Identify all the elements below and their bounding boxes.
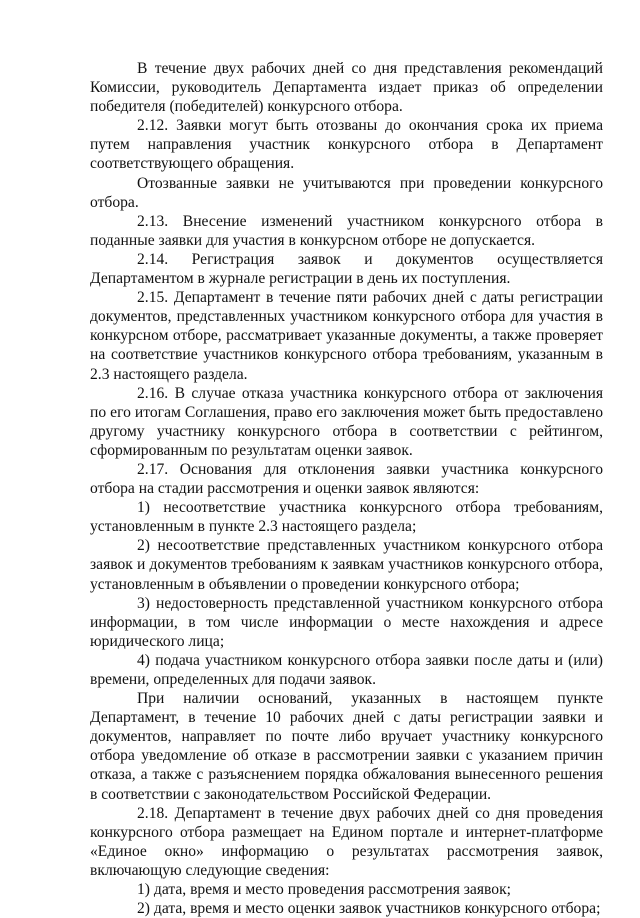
list-item-2-17-2: 2) несоответствие представленных участником конкурсного отбора заявок и документов требованиям к заявкам участников конкурсного отбора, установленным в объявлении о проведении конкурсного отбора;	[90, 537, 603, 593]
list-item-2-17-4: 4) подача участником конкурсного отбора заявки после даты и (или) времени, определенных для подачи заявок.	[90, 651, 603, 688]
paragraph-withdrawn: Отозванные заявки не учитываются при проведении конкурсного отбора.	[90, 174, 603, 211]
paragraph-2-13: 2.13. Внесение изменений участником конкурсного отбора в поданные заявки для участия в конкурсном отборе не допускается.	[90, 212, 603, 249]
list-item-2-17-1: 1) несоответствие участника конкурсного отбора требованиям, установленным в пункте 2.3 настоящего раздела;	[90, 499, 603, 536]
paragraph-2-16: 2.16. В случае отказа участника конкурсного отбора от заключения по его итогам Соглашения, право его заключения может быть предоставлено другому участнику конкурсного отбора в соответствии с рейтингом, сформированным по результатам оценки заявок.	[90, 384, 603, 459]
paragraph-2-14: 2.14. Регистрация заявок и документов осуществляется Департаментом в журнале регистрации в день их поступления.	[90, 250, 603, 288]
document-page	[90, 59, 603, 918]
list-item-2-17-3: 3) недостоверность представленной участником конкурсного отбора информации, в том числе информации о месте нахождения и адресе юридического лица;	[90, 594, 603, 650]
paragraph-decision-order: В течение двух рабочих дней со дня представления рекомендаций Комиссии, руководитель Департамента издает приказ об определении победителя (победителей) конкурсного отбора.	[90, 60, 603, 116]
paragraph-2-15: 2.15. Департамент в течение пяти рабочих дней с даты регистрации документов, представленных участником конкурсного отбора для участия в конкурсном отборе, рассматривает указанные документы, а также проверяет на соответствие участников конкурсного отбора требованиям, указанным в 2.3 настоящего раздела.	[90, 289, 603, 383]
paragraph-refusal-notice: При наличии оснований, указанных в настоящем пункте Департамент, в течение 10 рабочих дней с даты регистрации заявки и документов, направляет по почте либо вручает участнику конкурсного отбора уведомление об отказе в рассмотрении заявки с указанием причин отказа, а также с разъяснением порядка обжалования вынесенного решения в соответствии с законодательством Российской Федерации.	[90, 690, 603, 803]
list-item-2-18-2: 2) дата, время и место оценки заявок участников конкурсного отбора;	[137, 900, 601, 918]
paragraph-2-18: 2.18. Департамент в течение двух рабочих дней со дня проведения конкурсного отбора размещает на Едином портале и интернет-платформе «Единое окно» информацию о результатах рассмотрения заявок, включающую следующие сведения:	[90, 804, 603, 879]
paragraph-2-17: 2.17. Основания для отклонения заявки участника конкурсного отбора на стадии рассмотрения и оценки заявок являются:	[90, 460, 603, 498]
paragraph-2-12: 2.12. Заявки могут быть отозваны до окончания срока их приема путем направления участник конкурсного отбора в Департамент соответствующего обращения.	[90, 117, 603, 173]
list-item-2-18-1: 1) дата, время и место проведения рассмотрения заявок;	[137, 881, 511, 899]
